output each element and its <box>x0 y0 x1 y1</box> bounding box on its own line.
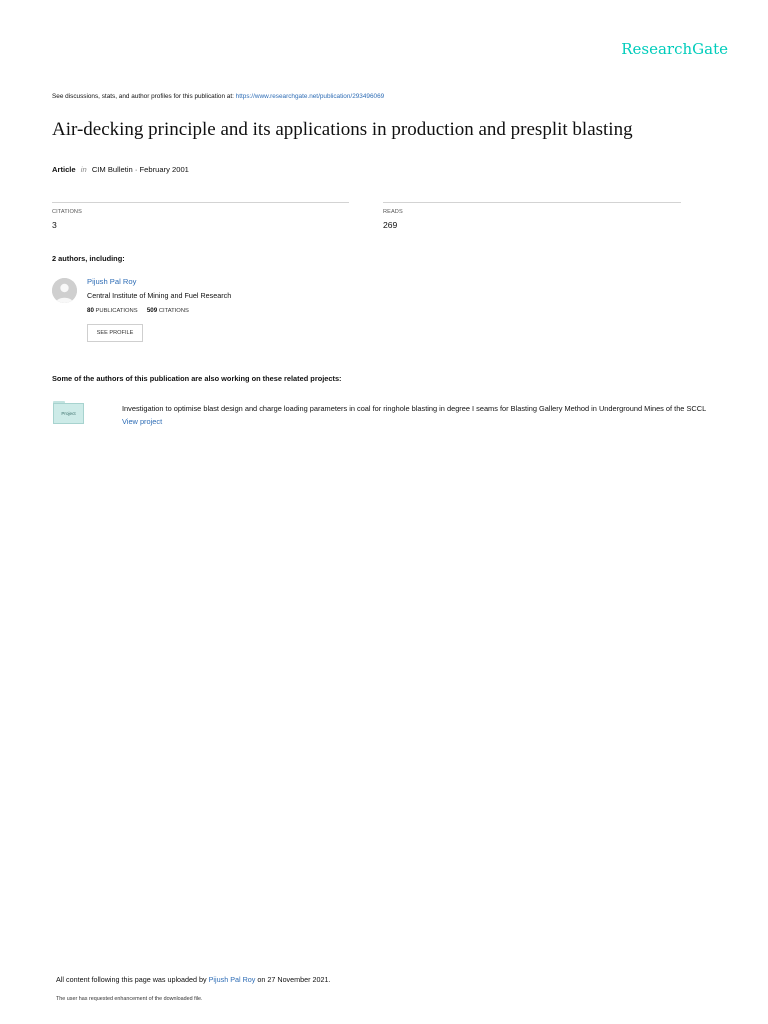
author-avatar[interactable] <box>52 278 77 303</box>
discussions-text: See discussions, stats, and author profiles for this publication at: <box>52 93 234 100</box>
person-icon <box>52 278 77 303</box>
uploader-link[interactable]: Pijush Pal Roy <box>208 975 256 984</box>
author-publications-count: 80 <box>87 307 94 314</box>
citations-value: 3 <box>52 220 57 230</box>
project-text: Investigation to optimise blast design and charge loading parameters in coal for ringhole blasting in degree I seams for Blasting Gallery Method in Underground Mines of the SCCL <box>122 404 706 413</box>
author-name-link[interactable]: Pijush Pal Roy <box>87 277 137 286</box>
upload-prefix: All content following this page was uploaded by <box>56 975 207 984</box>
discussions-line <box>52 93 384 100</box>
see-profile-button[interactable]: SEE PROFILE <box>87 324 143 342</box>
citations-divider <box>52 202 349 203</box>
publication-meta <box>52 165 189 174</box>
meta-in-label: in <box>80 165 87 174</box>
project-icon-label: Project <box>53 403 84 424</box>
author-publications-label: PUBLICATIONS <box>95 308 138 314</box>
view-project-link[interactable]: View project <box>122 417 163 426</box>
reads-value: 269 <box>383 220 398 230</box>
project-description <box>122 402 712 428</box>
related-projects-heading: Some of the authors of this publication are also working on these related projects: <box>52 374 342 383</box>
author-institution: Central Institute of Mining and Fuel Research <box>87 291 232 300</box>
publication-venue-date: CIM Bulletin · February 2001 <box>91 165 189 174</box>
author-citations-count: 509 <box>146 307 158 314</box>
project-folder-icon[interactable] <box>53 401 84 424</box>
enhancement-note: The user has requested enhancement of the downloaded file. <box>56 996 203 1002</box>
authors-heading: 2 authors, including: <box>52 254 125 263</box>
reads-label: READS <box>383 209 403 215</box>
publication-type: Article <box>52 165 76 174</box>
upload-notice <box>56 975 331 984</box>
publication-title: Air-decking principle and its applications in production and presplit blasting <box>52 119 633 140</box>
researchgate-logo[interactable]: ResearchGate <box>621 40 728 58</box>
upload-date: on 27 November 2021. <box>257 975 331 984</box>
citations-label: CITATIONS <box>52 209 82 215</box>
reads-divider <box>383 202 681 203</box>
author-citations-label: CITATIONS <box>158 308 189 314</box>
author-stats <box>87 307 189 314</box>
publication-url-link[interactable]: https://www.researchgate.net/publication/293496069 <box>235 93 385 100</box>
